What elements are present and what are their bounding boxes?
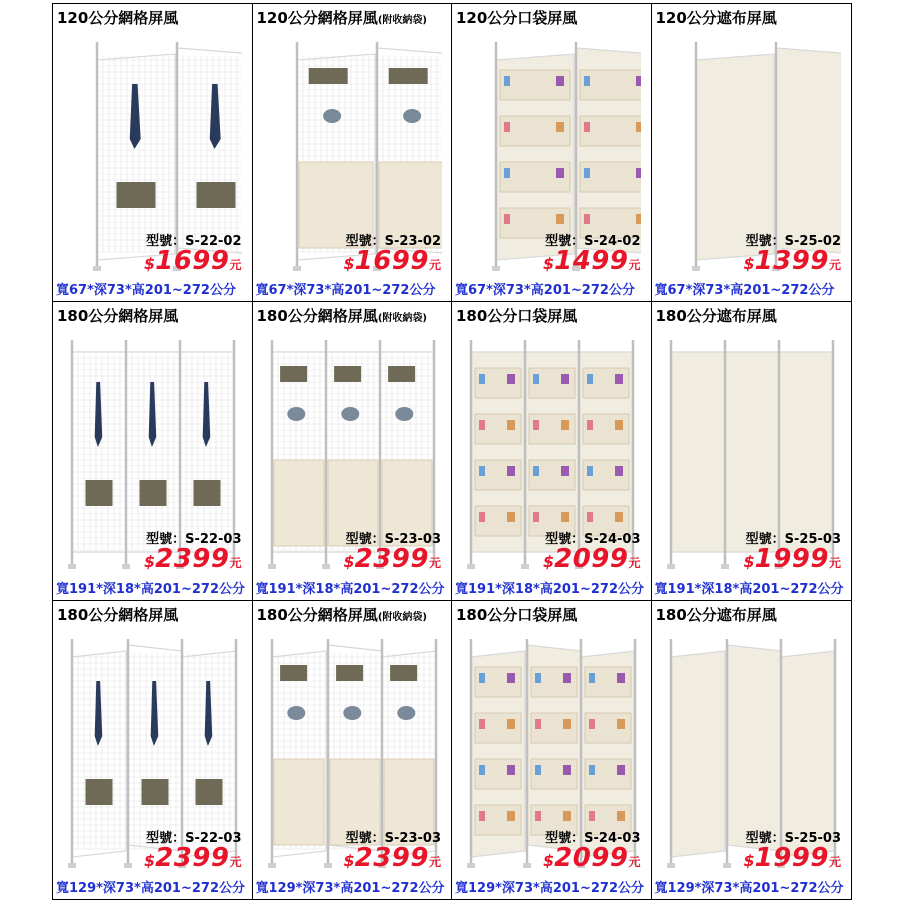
product-title-text: 120公分遮布屏風 (655, 9, 777, 27)
currency-symbol: $ (343, 552, 355, 572)
currency-symbol: $ (143, 850, 156, 870)
dimensions: 寬191*深18*高201~272公分 (255, 581, 445, 597)
model-number: 型號：S-22-02 (146, 234, 242, 249)
price-unit: 元 (828, 854, 841, 869)
hat-icon (287, 706, 305, 720)
price-tag (743, 246, 841, 276)
price-value: 2399 (155, 544, 230, 575)
hat-icon (287, 407, 305, 421)
hat-icon (395, 407, 413, 421)
screen-panel (268, 639, 326, 868)
product-card[interactable] (253, 302, 453, 600)
bag-icon (390, 665, 417, 681)
product-title (57, 604, 178, 625)
bag-icon (308, 68, 347, 84)
price-value: 2099 (554, 544, 629, 575)
bag-icon (117, 182, 156, 208)
product-title (57, 7, 178, 28)
bag-icon (388, 68, 427, 84)
product-card[interactable] (652, 302, 852, 600)
model-number: 型號：S-24-03 (545, 830, 641, 846)
bag-icon (194, 480, 221, 506)
dimensions: 寬67*深73*高201~272公分 (455, 283, 635, 299)
product-card[interactable] (253, 601, 453, 899)
product-card[interactable] (53, 302, 253, 600)
product-title (57, 305, 178, 326)
currency-symbol: $ (743, 254, 755, 273)
price-value: 2399 (354, 842, 429, 873)
price-unit: 元 (628, 556, 641, 571)
price-tag (543, 843, 641, 873)
price-unit: 元 (229, 854, 242, 869)
currency-symbol: $ (542, 552, 555, 572)
currency-symbol: $ (143, 254, 156, 273)
product-title (656, 305, 777, 326)
currency-symbol: $ (143, 552, 156, 572)
product-title-text: 180公分網格屏風 (57, 307, 179, 326)
bag-icon (140, 480, 167, 506)
product-title (257, 7, 427, 28)
price-unit: 元 (229, 258, 242, 272)
hat-icon (403, 109, 421, 123)
bag-icon (280, 366, 307, 382)
product-card[interactable] (452, 302, 652, 600)
dimensions: 寬67*深73*高201~272公分 (56, 283, 236, 299)
product-title-text: 180公分口袋屏風 (456, 605, 578, 624)
price-value: 1699 (354, 246, 429, 276)
dimensions: 寬191*深18*高201~272公分 (455, 581, 644, 597)
product-title (656, 604, 777, 625)
price-value: 1699 (155, 246, 230, 276)
bag-icon (388, 366, 415, 382)
product-grid (52, 3, 852, 900)
model-number: 型號：S-22-03 (146, 532, 242, 548)
product-title-text: 120公分口袋屏風 (456, 9, 578, 27)
screen-panel (68, 340, 126, 569)
currency-symbol: $ (343, 850, 355, 870)
price-unit: 元 (428, 258, 441, 272)
model-number: 型號：S-25-02 (745, 234, 841, 249)
price-unit: 元 (229, 556, 242, 571)
price-tag (343, 843, 441, 873)
product-card[interactable] (53, 4, 253, 302)
model-number: 型號：S-23-03 (345, 830, 441, 846)
product-title (257, 604, 427, 625)
product-title-note: (附收納袋) (377, 611, 427, 623)
price-unit: 元 (828, 258, 841, 272)
price-value: 2399 (354, 544, 429, 575)
product-card[interactable] (452, 4, 652, 302)
product-title-note: (附收納袋) (377, 313, 427, 325)
model-number: 型號：S-24-02 (545, 234, 641, 249)
screen-panel (467, 340, 525, 569)
hat-icon (397, 706, 415, 720)
price-tag (343, 544, 441, 574)
price-unit: 元 (428, 556, 441, 571)
product-title (656, 7, 777, 28)
product-title-text: 120公分網格屏風 (57, 9, 179, 27)
dimensions: 寬67*深73*高201~272公分 (654, 283, 835, 299)
bag-icon (334, 366, 361, 382)
bag-icon (86, 779, 113, 805)
product-title-text: 180公分遮布屏風 (655, 307, 777, 326)
price-unit: 元 (428, 854, 441, 869)
product-title-note: (附收納袋) (377, 15, 427, 26)
currency-symbol: $ (542, 254, 555, 273)
price-tag (144, 246, 242, 276)
dimensions: 寬129*深73*高201~272公分 (654, 881, 844, 896)
screen-panel (467, 639, 525, 868)
dimensions: 寬67*深73*高201~272公分 (255, 283, 436, 299)
price-unit: 元 (628, 258, 641, 272)
hat-icon (341, 407, 359, 421)
price-tag (144, 544, 242, 574)
bag-icon (197, 182, 236, 208)
dimensions: 寬191*深18*高201~272公分 (654, 581, 844, 597)
price-tag (543, 246, 641, 276)
hat-icon (343, 706, 361, 720)
bag-icon (280, 665, 307, 681)
bag-icon (142, 779, 169, 805)
model-number: 型號：S-24-03 (545, 532, 641, 548)
bag-icon (336, 665, 363, 681)
product-title-text: 180公分口袋屏風 (456, 307, 578, 326)
product-title (456, 604, 577, 625)
model-number: 型號：S-25-03 (745, 830, 841, 846)
dimensions: 寬129*深73*高201~272公分 (255, 881, 445, 896)
screen-panel (667, 639, 725, 868)
price-tag (743, 544, 841, 574)
dimensions: 寬191*深18*高201~272公分 (56, 581, 245, 597)
bag-icon (86, 480, 113, 506)
price-value: 2099 (554, 842, 629, 873)
product-title (456, 7, 577, 28)
product-card[interactable] (452, 601, 652, 899)
model-number: 型號：S-25-03 (745, 532, 841, 548)
price-tag (144, 843, 242, 873)
product-title-text: 120公分網格屏風 (256, 9, 378, 27)
product-card[interactable] (53, 601, 253, 899)
hat-icon (323, 109, 341, 123)
price-value: 1499 (554, 246, 629, 276)
price-unit: 元 (628, 854, 641, 869)
product-title (257, 305, 427, 326)
price-value: 2399 (155, 842, 230, 873)
screen-panel (667, 340, 725, 569)
screen-panel (268, 340, 326, 569)
bag-icon (196, 779, 223, 805)
model-number: 型號：S-23-03 (345, 532, 441, 548)
price-unit: 元 (828, 556, 841, 571)
product-title-text: 180公分遮布屏風 (655, 605, 777, 624)
currency-symbol: $ (743, 552, 755, 572)
product-title-text: 180公分網格屏風 (256, 307, 378, 326)
price-tag (543, 544, 641, 574)
dimensions: 寬129*深73*高201~272公分 (455, 881, 644, 896)
currency-symbol: $ (542, 850, 555, 870)
product-card[interactable] (652, 4, 852, 302)
model-number: 型號：S-22-03 (146, 830, 242, 846)
product-title-text: 180公分網格屏風 (57, 605, 179, 624)
price-tag (343, 246, 441, 276)
product-title-text: 180公分網格屏風 (256, 605, 378, 624)
screen-panel (68, 639, 126, 868)
product-title (456, 305, 577, 326)
product-card[interactable] (253, 4, 453, 302)
product-card[interactable] (652, 601, 852, 899)
price-value: 1999 (754, 842, 829, 873)
dimensions: 寬129*深73*高201~272公分 (56, 881, 245, 896)
currency-symbol: $ (343, 254, 355, 273)
currency-symbol: $ (743, 850, 755, 870)
price-value: 1399 (754, 246, 829, 276)
price-tag (743, 843, 841, 873)
model-number: 型號：S-23-02 (345, 234, 441, 249)
price-value: 1999 (754, 544, 829, 575)
